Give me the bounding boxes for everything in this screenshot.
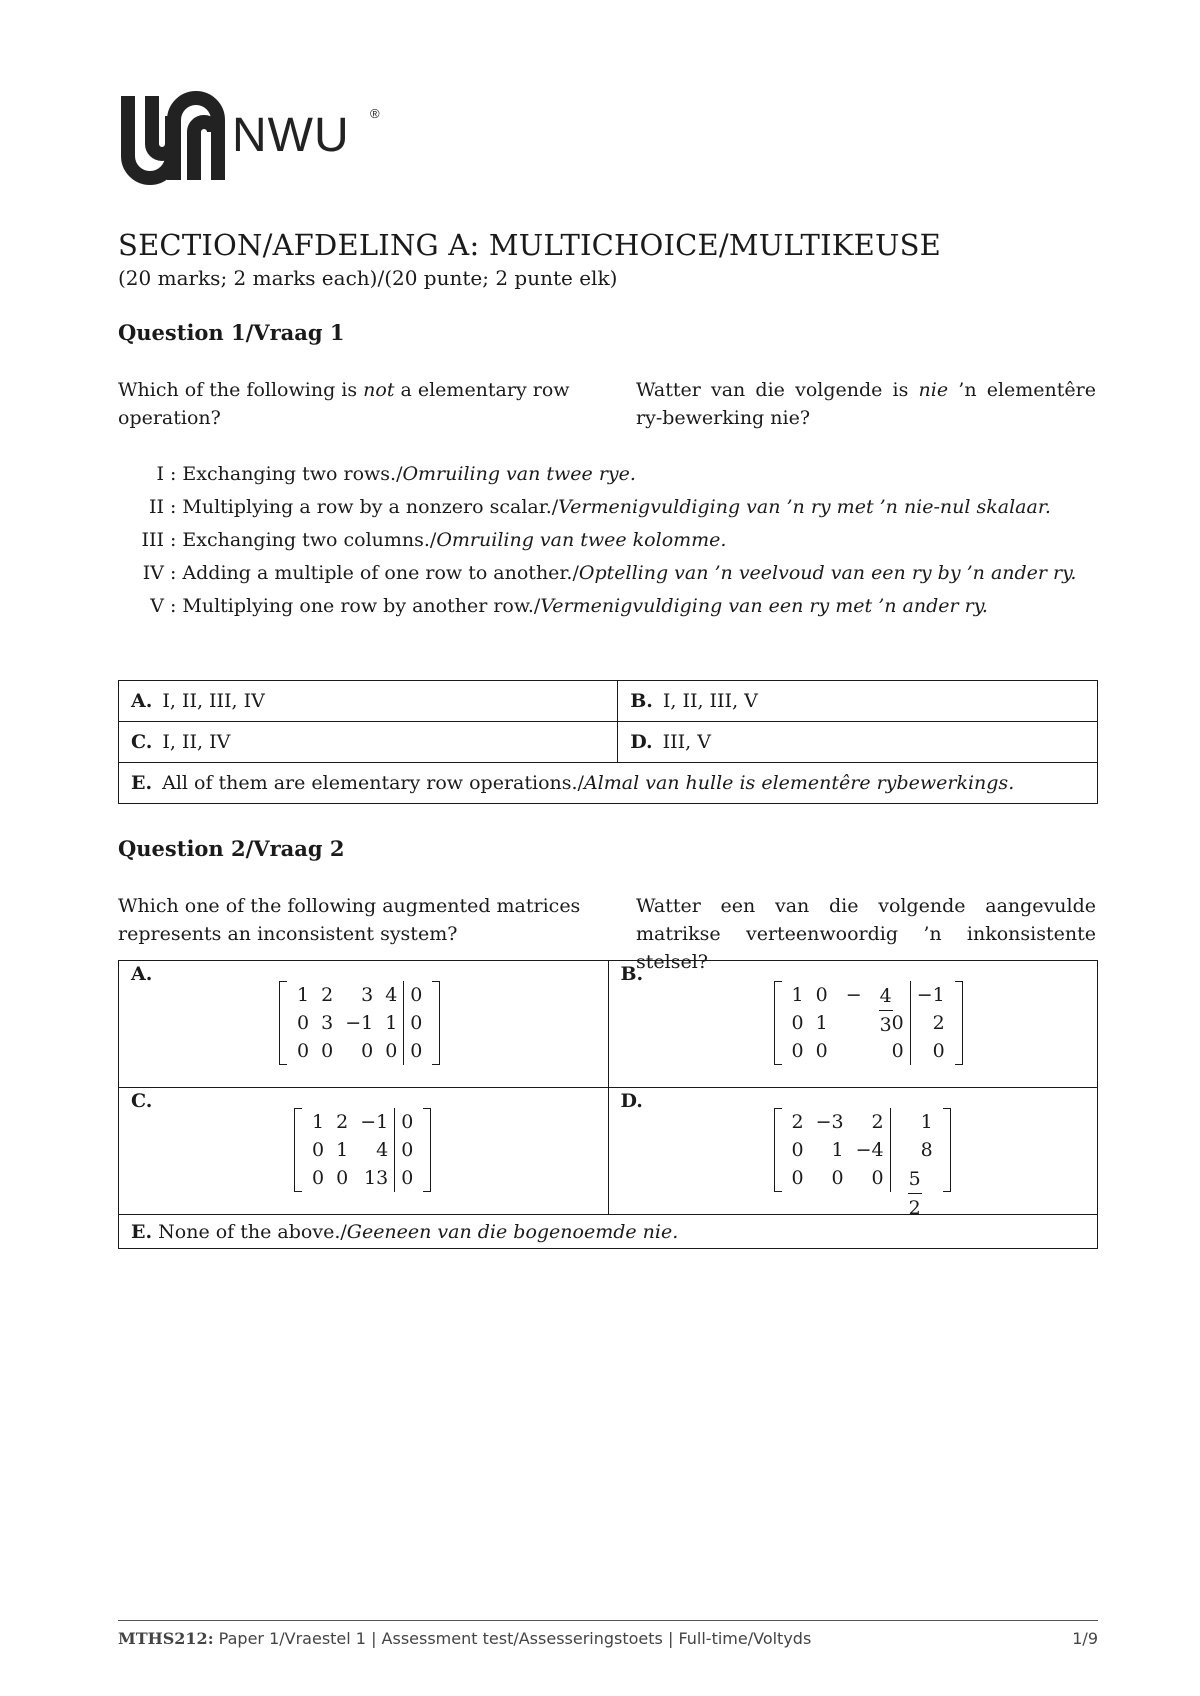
question-1-stem-en: Which of the following is not a elementary row operation? bbox=[118, 379, 570, 429]
statement-item: I : Exchanging two rows./Omruiling van twee rye. bbox=[156, 463, 636, 485]
option-a[interactable] bbox=[119, 961, 609, 1088]
option-e[interactable]: E. None of the above./Geeneen van die bogenoemde nie. bbox=[119, 1215, 1098, 1249]
option-c[interactable]: C. I, II, IV bbox=[119, 722, 618, 763]
matrix-a: 1 2 3 4 0 0 3 −1 1 0 0 0 0 0 0 bbox=[279, 981, 440, 1065]
question-1-title: Question 1/Vraag 1 bbox=[118, 320, 345, 345]
option-d-label: D. bbox=[620, 1090, 643, 1112]
matrix-d: 2 −3 2 1 0 1 −4 8 0 0 0 $\frac{5}{2}$ bbox=[774, 1108, 951, 1192]
option-a-label: A. bbox=[131, 963, 153, 985]
statement-item: II : Multiplying a row by a nonzero scalar./Vermenigvuldiging van ’n ry met ’n nie-nul skalaar. bbox=[148, 496, 1051, 518]
question-1-options bbox=[118, 680, 1098, 804]
question-1-stem-af: Watter van die volgende is nie ’n elementêre ry-bewerking nie? bbox=[636, 379, 1096, 429]
option-c-label: C. bbox=[131, 1090, 153, 1112]
option-b-label: B. bbox=[620, 963, 644, 985]
question-2-title: Question 2/Vraag 2 bbox=[118, 836, 345, 861]
page-footer bbox=[118, 1620, 1098, 1648]
option-d[interactable]: D. III, V bbox=[618, 722, 1098, 763]
option-a[interactable]: A. I, II, III, IV bbox=[119, 681, 618, 722]
section-title: SECTION/AFDELING A: MULTICHOICE/MULTIKEUSE bbox=[118, 228, 942, 262]
page-number: 1/9 bbox=[1072, 1629, 1098, 1648]
footer-info: MTHS212: Paper 1/Vraestel 1 | Assessment test/Assesseringstoets | Full-time/Voltyds bbox=[118, 1629, 812, 1648]
option-e[interactable]: E. All of them are elementary row operations./Almal van hulle is elementêre rybewerkings. bbox=[119, 763, 1098, 804]
question-2-stem-af: Watter een van die volgende aangevulde matrikse verteenwoordig ’n inkonsistente stelsel? bbox=[636, 895, 1096, 973]
logo-registered: ® bbox=[370, 106, 380, 121]
option-b[interactable]: B. I, II, III, V bbox=[618, 681, 1098, 722]
logo-text: NWU bbox=[232, 109, 350, 162]
statement-item: IV : Adding a multiple of one row to another./Optelling van ’n veelvoud van een ry by ’n ander ry. bbox=[142, 562, 1077, 584]
statement-item: V : Multiplying one row by another row./Vermenigvuldiging van een ry met ’n ander ry. bbox=[150, 595, 988, 617]
option-c[interactable] bbox=[119, 1088, 609, 1215]
nwu-logo-mark-icon bbox=[118, 86, 228, 190]
question-1-statements bbox=[118, 458, 1098, 623]
matrix-b: 1 0 − $\frac{4}{3}$ −1 0 1 0 2 0 0 0 0 bbox=[774, 981, 963, 1065]
option-d[interactable] bbox=[608, 1088, 1098, 1219]
question-2-options bbox=[118, 960, 1098, 1249]
question-2-stem-en: Which one of the following augmented matrices represents an inconsistent system? bbox=[118, 895, 581, 945]
section-subtitle: (20 marks; 2 marks each)/(20 punte; 2 punte elk) bbox=[118, 266, 618, 290]
matrix-c: 1 2 −1 0 0 1 4 0 0 0 13 0 bbox=[294, 1108, 431, 1192]
option-b[interactable] bbox=[608, 961, 1098, 1088]
statement-item: III : Exchanging two columns./Omruiling van twee kolomme. bbox=[141, 529, 727, 551]
